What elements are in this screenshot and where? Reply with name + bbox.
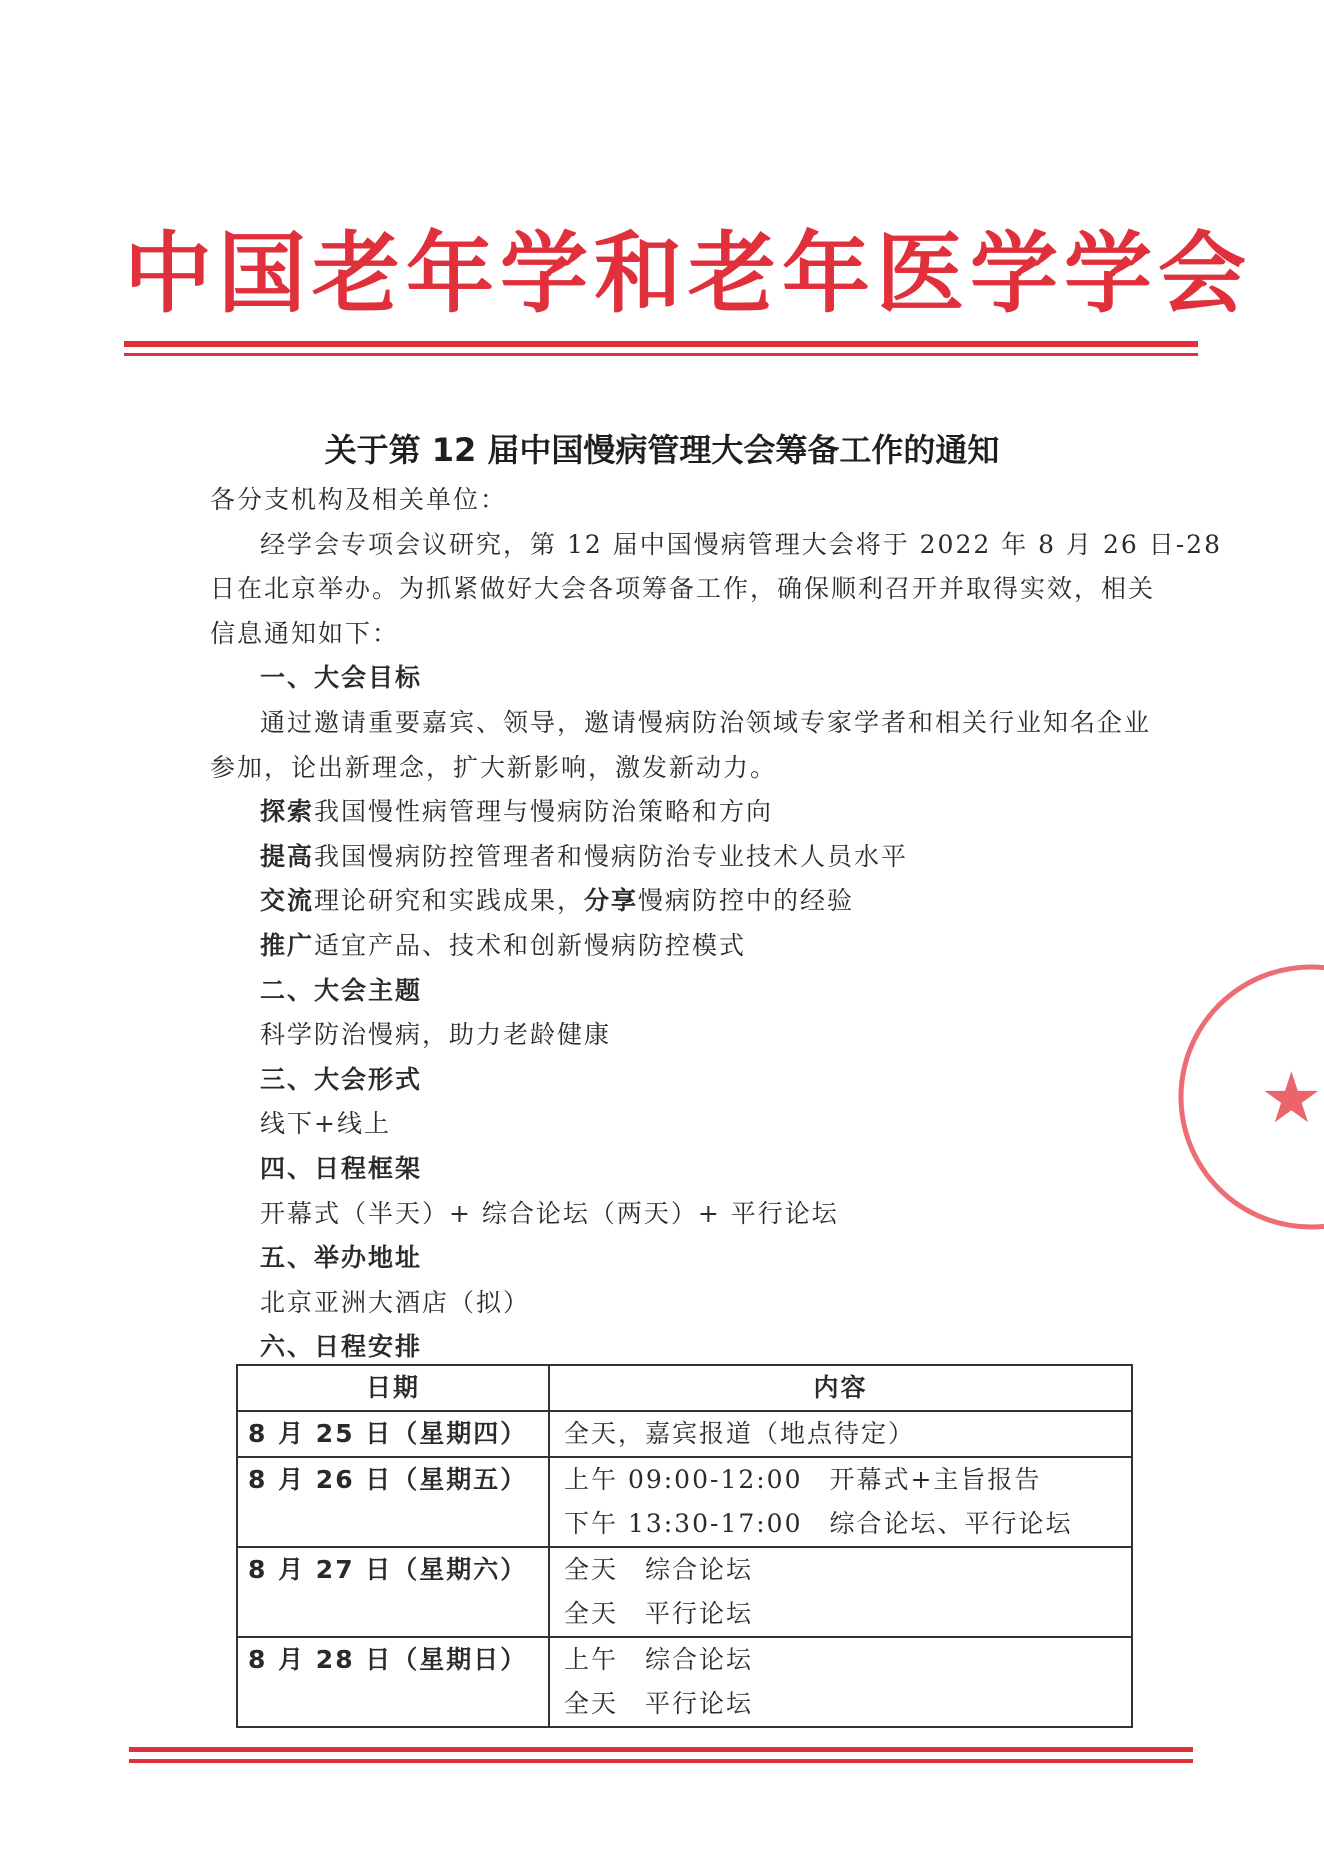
intro-line: 经学会专项会议研究，第 12 届中国慢病管理大会将于 2022 年 8 月 26 日-28 xyxy=(260,529,1222,559)
section-text: 通过邀请重要嘉宾、领导，邀请慢病防治领域专家学者和相关行业知名企业 xyxy=(260,707,1152,737)
row-date: 8 月 27 日（星期六） xyxy=(237,1547,549,1637)
goal-item xyxy=(210,835,1130,880)
star-icon: ★ xyxy=(1260,1057,1323,1139)
goal-item xyxy=(210,924,1130,969)
goal-text: 我国慢性病管理与慢病防治策略和方向 xyxy=(314,797,774,827)
salutation: 各分支机构及相关单位： xyxy=(210,485,508,514)
row-date: 8 月 28 日（星期日） xyxy=(237,1637,549,1727)
table-header-row xyxy=(237,1365,1132,1411)
row-content xyxy=(549,1637,1132,1727)
intro-line: 日在北京举办。为抓紧做好大会各项筹备工作，确保顺利召开并取得实效，相关 xyxy=(210,574,1156,604)
schedule-item: 全天 平行论坛 xyxy=(564,1689,754,1718)
footer-rule-thin xyxy=(129,1759,1193,1763)
section-heading: 一、大会目标 xyxy=(260,663,423,693)
section-text: 开幕式（半天）+ 综合论坛（两天）+ 平行论坛 xyxy=(260,1198,839,1228)
section-heading: 二、大会主题 xyxy=(260,975,423,1005)
notice-title: 关于第 12 届中国慢病管理大会筹备工作的通知 xyxy=(324,431,1000,469)
goal-keyword: 交流 xyxy=(260,886,315,916)
goal-text: 理论研究和实践成果， xyxy=(314,886,585,916)
row-content xyxy=(549,1457,1132,1547)
organization-header: 中国老年学和老年医学学会 xyxy=(124,221,1253,325)
header-rule-thin xyxy=(124,353,1198,356)
section-text: 参加，论出新理念，扩大新影响，激发新动力。 xyxy=(210,752,778,782)
section-heading: 六、日程安排 xyxy=(260,1332,423,1362)
schedule-table xyxy=(236,1364,1133,1728)
goal-keyword: 分享 xyxy=(584,886,639,916)
header-content: 内容 xyxy=(549,1365,1132,1411)
official-seal xyxy=(1176,962,1324,1232)
section-heading: 五、举办地址 xyxy=(260,1243,423,1273)
intro-line: 信息通知如下： xyxy=(210,618,400,648)
schedule-item: 上午 综合论坛 xyxy=(564,1645,754,1674)
schedule-item: 全天，嘉宾报道（地点待定） xyxy=(564,1419,916,1448)
goal-text: 慢病防控中的经验 xyxy=(638,886,855,916)
row-content xyxy=(549,1547,1132,1637)
row-date: 8 月 26 日（星期五） xyxy=(237,1457,549,1547)
goal-item xyxy=(210,790,1130,835)
goal-text: 我国慢病防控管理者和慢病防治专业技术人员水平 xyxy=(314,841,909,871)
section-text: 科学防治慢病，助力老龄健康 xyxy=(260,1020,612,1050)
goal-keyword: 提高 xyxy=(260,841,315,871)
notice-body xyxy=(210,478,1222,1370)
table-row xyxy=(237,1457,1132,1547)
schedule-item: 全天 综合论坛 xyxy=(564,1555,754,1584)
footer-rule-thick xyxy=(129,1747,1193,1752)
header-date: 日期 xyxy=(237,1365,549,1411)
goal-item xyxy=(210,879,1130,924)
section-text: 线下+线上 xyxy=(260,1109,391,1139)
goal-keyword: 探索 xyxy=(260,797,315,827)
row-content xyxy=(549,1411,1132,1457)
schedule-item: 全天 平行论坛 xyxy=(564,1599,754,1628)
section-text: 北京亚洲大酒店（拟） xyxy=(260,1287,531,1317)
table-row xyxy=(237,1411,1132,1457)
goal-text: 适宜产品、技术和创新慢病防控模式 xyxy=(314,930,747,960)
schedule-item: 下午 13:30-17:00 综合论坛、平行论坛 xyxy=(564,1509,1073,1538)
section-heading: 四、日程框架 xyxy=(260,1153,423,1183)
table-row xyxy=(237,1637,1132,1727)
section-heading: 三、大会形式 xyxy=(260,1064,423,1094)
table-row xyxy=(237,1547,1132,1637)
header-rule-thick xyxy=(124,341,1198,347)
goal-keyword: 推广 xyxy=(260,930,315,960)
row-date: 8 月 25 日（星期四） xyxy=(237,1411,549,1457)
schedule-item: 上午 09:00-12:00 开幕式+主旨报告 xyxy=(564,1465,1042,1494)
